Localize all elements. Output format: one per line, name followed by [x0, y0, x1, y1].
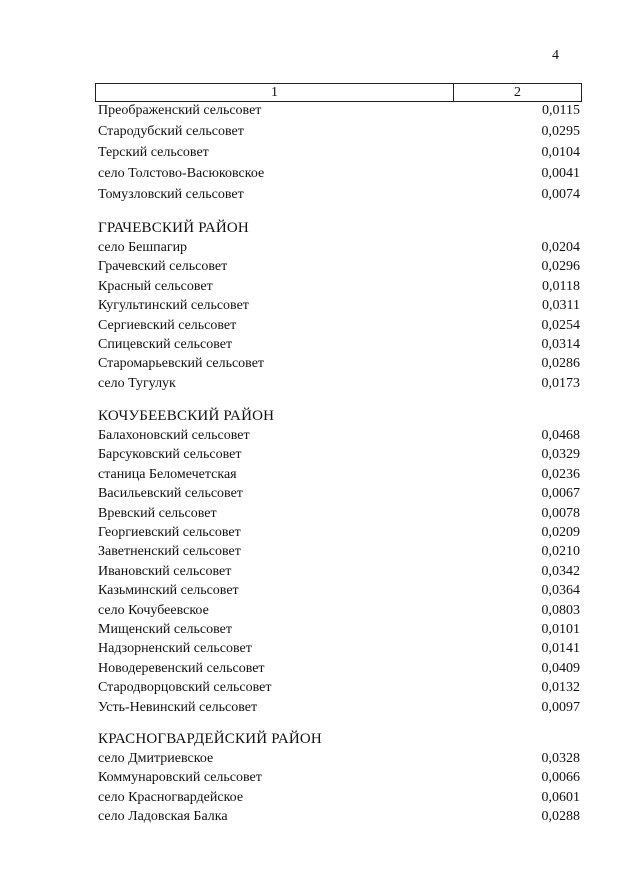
table-row — [98, 603, 582, 623]
settlement-name: Кугультинский сельсовет — [98, 298, 249, 313]
table-row — [98, 376, 582, 396]
table-row — [98, 506, 582, 526]
settlement-value: 0,0236 — [541, 467, 580, 482]
table-header — [95, 83, 582, 102]
settlement-value: 0,0364 — [541, 583, 580, 598]
settlement-value: 0,0141 — [541, 641, 580, 656]
settlement-value: 0,0074 — [541, 187, 580, 202]
settlement-name: Заветненский сельсовет — [98, 544, 241, 559]
settlement-value: 0,0173 — [541, 376, 580, 391]
settlement-name: село Кочубеевское — [98, 603, 209, 618]
table-row — [98, 467, 582, 487]
table-row — [98, 298, 582, 318]
settlement-name: Барсуковский сельсовет — [98, 447, 242, 462]
settlement-name: Грачевский сельсовет — [98, 259, 228, 274]
settlement-value: 0,0601 — [541, 790, 580, 805]
settlement-value: 0,0296 — [541, 259, 580, 274]
table-row — [98, 525, 582, 545]
table-row — [98, 356, 582, 376]
settlement-name: Мищенский сельсовет — [98, 622, 232, 637]
settlement-name: Усть-Невинский сельсовет — [98, 700, 258, 715]
table-row — [98, 240, 582, 260]
table-row — [98, 790, 582, 810]
settlement-name: Коммунаровский сельсовет — [98, 770, 262, 785]
settlement-name: Васильевский сельсовет — [98, 486, 243, 501]
settlement-value: 0,0311 — [542, 298, 580, 313]
settlement-value: 0,0209 — [541, 525, 580, 540]
settlement-value: 0,0329 — [541, 447, 580, 462]
settlement-name: Ивановский сельсовет — [98, 564, 232, 579]
settlement-name: село Дмитриевское — [98, 751, 214, 766]
page-number: 4 — [552, 48, 559, 63]
settlement-name: Красный сельсовет — [98, 279, 213, 294]
settlement-value: 0,0803 — [541, 603, 580, 618]
table-row — [98, 447, 582, 467]
table-row — [98, 318, 582, 338]
column-2-header: 2 — [514, 84, 521, 100]
settlement-name: Стародворцовский сельсовет — [98, 680, 272, 695]
table-row — [98, 279, 582, 299]
district-heading: КРАСНОГВАРДЕЙСКИЙ РАЙОН — [98, 731, 322, 747]
table-row — [98, 680, 582, 700]
settlement-name: Преображенский сельсовет — [98, 103, 262, 118]
settlement-name: Балахоновский сельсовет — [98, 428, 250, 443]
settlement-name: Новодеревенский сельсовет — [98, 661, 265, 676]
table-row — [98, 809, 582, 829]
column-1-header: 1 — [96, 84, 454, 101]
settlement-name: Вревский сельсовет — [98, 506, 217, 521]
settlement-name: Терский сельсовет — [98, 145, 209, 160]
settlement-value: 0,0067 — [541, 486, 580, 501]
settlement-name: село Тугулук — [98, 376, 176, 391]
settlement-value: 0,0097 — [541, 700, 580, 715]
table-row — [98, 622, 582, 642]
settlement-value: 0,0314 — [541, 337, 580, 352]
settlement-value: 0,0468 — [541, 428, 580, 443]
settlement-value: 0,0101 — [541, 622, 580, 637]
settlement-value: 0,0041 — [541, 166, 580, 181]
table-row — [98, 770, 582, 790]
settlement-name: село Ладовская Балка — [98, 809, 228, 824]
table-row — [98, 751, 582, 771]
district-heading: КОЧУБЕЕВСКИЙ РАЙОН — [98, 408, 275, 424]
settlement-value: 0,0132 — [541, 680, 580, 695]
settlement-name: Казьминский сельсовет — [98, 583, 239, 598]
settlement-value: 0,0328 — [541, 751, 580, 766]
table-row — [98, 187, 582, 207]
table-row — [98, 145, 582, 165]
table-row — [98, 166, 582, 186]
settlement-name: Спицевский сельсовет — [98, 337, 233, 352]
table-row — [98, 641, 582, 661]
settlement-value: 0,0066 — [541, 770, 580, 785]
table-row — [98, 124, 582, 144]
settlement-name: село Бешпагир — [98, 240, 188, 255]
settlement-value: 0,0254 — [541, 318, 580, 333]
settlement-value: 0,0409 — [541, 661, 580, 676]
settlement-value: 0,0115 — [542, 103, 580, 118]
settlement-value: 0,0288 — [541, 809, 580, 824]
settlement-value: 0,0104 — [541, 145, 580, 160]
table-row — [98, 661, 582, 681]
table-row — [98, 700, 582, 720]
settlement-name: Сергиевский сельсовет — [98, 318, 237, 333]
settlement-value: 0,0342 — [541, 564, 580, 579]
table-row — [98, 544, 582, 564]
table-row — [98, 583, 582, 603]
table-row — [98, 486, 582, 506]
settlement-value: 0,0118 — [542, 279, 580, 294]
district-heading: ГРАЧЕВСКИЙ РАЙОН — [98, 220, 249, 236]
settlement-name: село Красногвардейское — [98, 790, 244, 805]
settlement-name: станица Беломечетская — [98, 467, 237, 482]
settlement-name: Стародубский сельсовет — [98, 124, 244, 139]
settlement-value: 0,0295 — [541, 124, 580, 139]
table-row — [98, 564, 582, 584]
settlement-value: 0,0286 — [541, 356, 580, 371]
settlement-name: Старомарьевский сельсовет — [98, 356, 265, 371]
table-row — [98, 337, 582, 357]
settlement-name: Надзорненский сельсовет — [98, 641, 252, 656]
table-row — [98, 103, 582, 123]
table-row — [98, 259, 582, 279]
table-row — [98, 428, 582, 448]
settlement-value: 0,0204 — [541, 240, 580, 255]
settlement-name: село Толстово-Васюковское — [98, 166, 265, 181]
settlement-value: 0,0210 — [541, 544, 580, 559]
settlement-name: Томузловский сельсовет — [98, 187, 244, 202]
settlement-value: 0,0078 — [541, 506, 580, 521]
settlement-name: Георгиевский сельсовет — [98, 525, 241, 540]
